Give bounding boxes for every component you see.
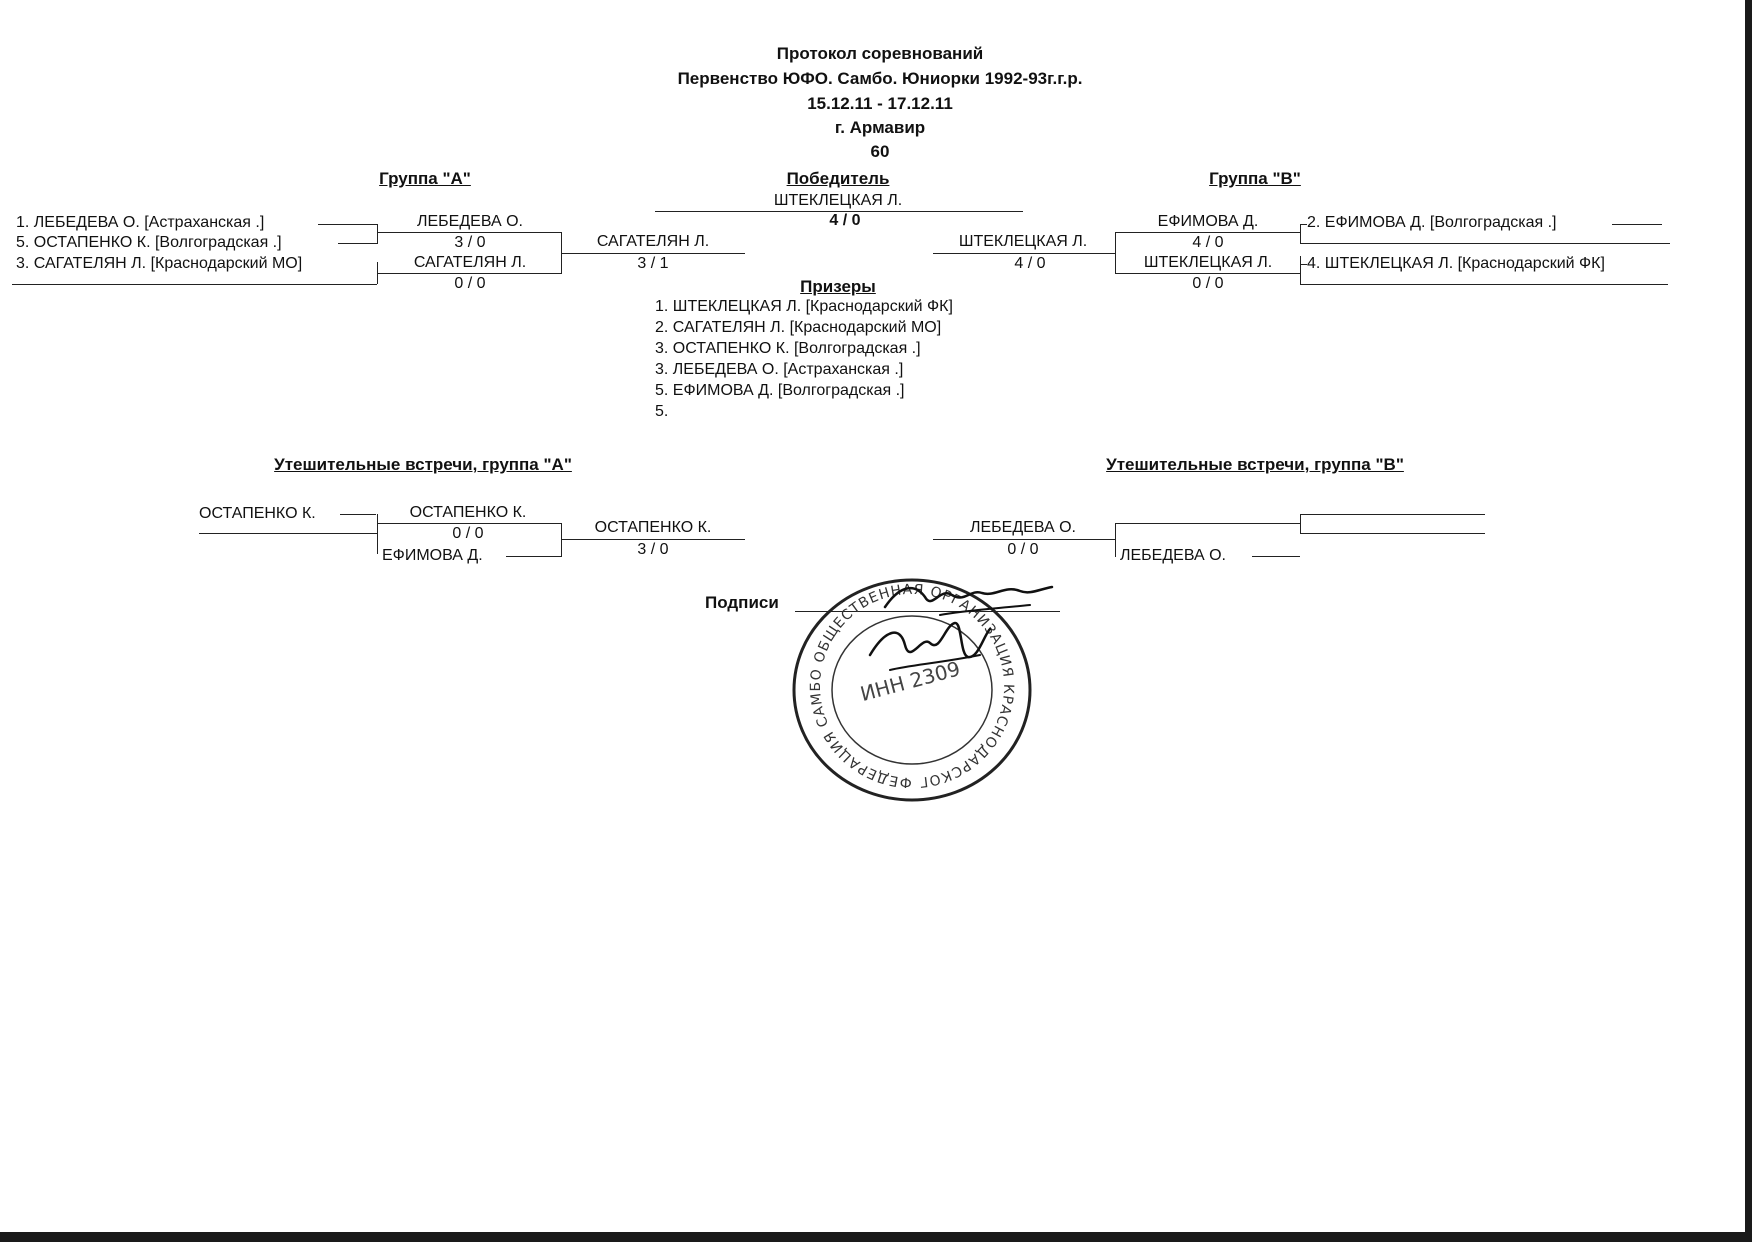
group-a-entry-2: 5. ОСТАПЕНКО К. [Волгоградская .] xyxy=(16,234,282,251)
bracket-line xyxy=(1300,514,1301,534)
bracket-line xyxy=(1300,256,1301,284)
bracket-line xyxy=(377,273,562,274)
consolation-a-r1-score: 0 / 0 xyxy=(452,525,484,542)
prizer-1: 1. ШТЕКЛЕЦКАЯ Л. [Краснодарский ФК] xyxy=(655,298,953,315)
group-a-entry-3: 3. САГАТЕЛЯН Л. [Краснодарский МО] xyxy=(16,255,303,272)
bracket-line xyxy=(1115,523,1300,524)
consolation-b-title: Утешительные встречи, группа "В" xyxy=(1106,455,1404,474)
prizer-3b: 3. ЛЕБЕДЕВА О. [Астраханская .] xyxy=(655,361,904,378)
stamp-ring-text: ФЕДЕРАЦИЯ САМБО ОБЩЕСТВЕННАЯ ОРГАНИЗАЦИЯ КРАСНОДАРСКОГО КРАЯ xyxy=(783,566,1017,791)
group-a-r1b-score: 0 / 0 xyxy=(454,275,486,292)
group-b-entry-1: 2. ЕФИМОВА Д. [Волгоградская .] xyxy=(1307,214,1557,231)
bracket-line xyxy=(1300,224,1301,244)
bracket-line xyxy=(1115,273,1300,274)
bracket-line xyxy=(1612,224,1662,225)
bracket-line xyxy=(199,533,377,534)
prizer-5b: 5. xyxy=(655,403,669,420)
group-b-title: Группа "В" xyxy=(1209,169,1301,188)
group-a-title: Группа "А" xyxy=(379,169,471,188)
bracket-line xyxy=(377,523,562,524)
group-a-final-winner: САГАТЕЛЯН Л. xyxy=(596,233,710,250)
group-b-r1-winner: ЕФИМОВА Д. xyxy=(1157,213,1259,230)
bracket-line xyxy=(377,224,378,244)
stamp-center-text: ИНН 2309 xyxy=(857,656,963,707)
prizers-title: Призеры xyxy=(800,277,876,296)
consolation-a-title: Утешительные встречи, группа "А" xyxy=(274,455,572,474)
consolation-b-entrant: ЛЕБЕДЕВА О. xyxy=(1120,547,1226,564)
group-a-r1-winner: ЛЕБЕДЕВА О. xyxy=(417,213,523,230)
bracket-line xyxy=(1300,264,1307,265)
bracket-line xyxy=(561,523,562,557)
consolation-b-winner: ЛЕБЕДЕВА О. xyxy=(970,519,1076,536)
weight-category: 60 xyxy=(870,142,890,161)
header-dates: 15.12.11 - 17.12.11 xyxy=(807,94,953,113)
consolation-a-final-score: 3 / 0 xyxy=(637,541,669,558)
signature-scrawl-2 xyxy=(860,615,1000,685)
bracket-line xyxy=(506,556,562,557)
bracket-line xyxy=(1115,523,1116,557)
scan-edge-bottom xyxy=(0,1232,1752,1242)
bracket-line xyxy=(340,514,376,515)
bracket-line xyxy=(1252,556,1300,557)
bracket-line xyxy=(377,232,562,233)
bracket-line xyxy=(933,253,1115,254)
group-a-entry-1: 1. ЛЕБЕДЕВА О. [Астраханская .] xyxy=(16,214,265,231)
bracket-line xyxy=(1300,243,1670,244)
group-a-final-score: 3 / 1 xyxy=(637,255,669,272)
group-b-entry-2: 4. ШТЕКЛЕЦКАЯ Л. [Краснодарский ФК] xyxy=(1307,255,1605,272)
bracket-line xyxy=(377,514,378,554)
bracket-line xyxy=(1300,284,1668,285)
consolation-b-score: 0 / 0 xyxy=(1007,541,1039,558)
prizer-3a: 3. ОСТАПЕНКО К. [Волгоградская .] xyxy=(655,340,921,357)
header-competition: Первенство ЮФО. Самбо. Юниорки 1992-93г.г.р. xyxy=(677,69,1083,88)
group-b-final-score: 4 / 0 xyxy=(1014,255,1046,272)
prizer-2: 2. САГАТЕЛЯН Л. [Краснодарский МО] xyxy=(655,319,942,336)
bracket-line xyxy=(12,284,377,285)
winner-title: Победитель xyxy=(786,169,890,188)
group-a-r1-score: 3 / 0 xyxy=(454,234,486,251)
bracket-line xyxy=(1115,232,1116,274)
header-city: г. Армавир xyxy=(834,118,926,137)
winner-score: 4 / 0 xyxy=(829,212,861,229)
bracket-line xyxy=(561,539,745,540)
bracket-line xyxy=(1115,232,1300,233)
bracket-line xyxy=(1300,514,1485,515)
header-title: Протокол соревнований xyxy=(776,44,984,63)
bracket-line xyxy=(318,224,378,225)
consolation-a-entrant-1: ОСТАПЕНКО К. xyxy=(199,505,316,522)
group-b-r1-score: 4 / 0 xyxy=(1192,234,1224,251)
group-b-final-winner: ШТЕКЛЕЦКАЯ Л. xyxy=(958,233,1088,250)
bracket-line xyxy=(561,253,745,254)
bracket-line xyxy=(1300,533,1485,534)
scan-edge-right xyxy=(1745,0,1752,1242)
group-b-r1b-score: 0 / 0 xyxy=(1192,275,1224,292)
bracket-line xyxy=(933,539,1115,540)
signatures-label: Подписи xyxy=(705,593,779,612)
prizer-5a: 5. ЕФИМОВА Д. [Волгоградская .] xyxy=(655,382,905,399)
group-a-r1b-winner: САГАТЕЛЯН Л. xyxy=(413,254,527,271)
winner-name: ШТЕКЛЕЦКАЯ Л. xyxy=(773,192,903,209)
group-b-r1b-winner: ШТЕКЛЕЦКАЯ Л. xyxy=(1143,254,1273,271)
consolation-a-final-winner: ОСТАПЕНКО К. xyxy=(594,519,712,536)
bracket-line xyxy=(1300,224,1307,225)
consolation-a-entrant-2: ЕФИМОВА Д. xyxy=(382,547,483,564)
consolation-a-r1-winner: ОСТАПЕНКО К. xyxy=(409,504,527,521)
bracket-line xyxy=(338,243,378,244)
